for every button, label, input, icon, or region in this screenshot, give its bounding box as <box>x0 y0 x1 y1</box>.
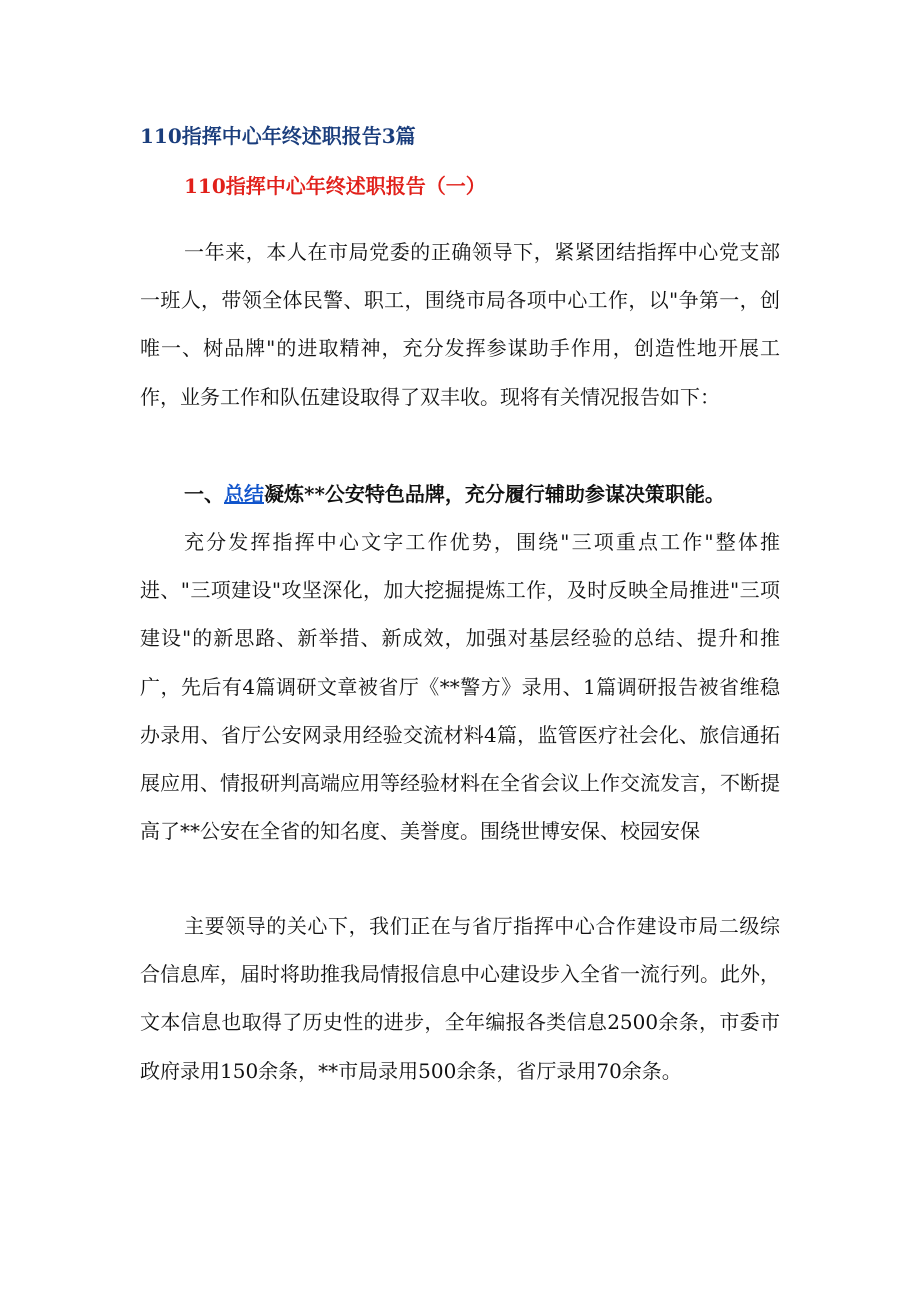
heading-rest: 凝炼**公安特色品牌，充分履行辅助参谋决策职能。 <box>264 482 725 506</box>
paragraph-body-1: 充分发挥指挥中心文字工作优势，围绕"三项重点工作"整体推进、"三项建设"攻坚深化，加大挖掘提炼工作，及时反映全局推进"三项建设"的新思路、新举措、新成效，加强对基层经验的总结、提升和推广，先后有4篇调研文章被省厅《**警方》录用、1篇调研报告被省维稳办录用、省厅公安网录用经验交流材料4篇，监管医疗社会化、旅信通拓展应用、情报研判高端应用等经验材料在全省会议上作交流发言，不断提高了**公安在全省的知名度、美誉度。围绕世博安保、校园安保 <box>140 530 780 844</box>
section-subtitle: 110指挥中心年终述职报告（一） <box>184 174 486 198</box>
summary-link[interactable]: 总结 <box>224 482 264 506</box>
document-title: 110指挥中心年终述职报告3篇 <box>140 124 416 148</box>
heading-prefix: 一、 <box>184 482 224 506</box>
paragraph-body-2: 主要领导的关心下，我们正在与省厅指挥中心合作建设市局二级综合信息库，届时将助推我局情报信息中心建设步入全省一流行列。此外，文本信息也取得了历史性的进步，全年编报各类信息2500余条，市委市政府录用150余条，**市局录用500余条，省厅录用70余条。 <box>140 914 780 1083</box>
heading-section-1 <box>184 470 725 518</box>
paragraph-intro: 一年来，本人在市局党委的正确领导下，紧紧团结指挥中心党支部一班人，带领全体民警、职工，围绕市局各项中心工作，以"争第一，创唯一、树品牌"的进取精神，充分发挥参谋助手作用，创造性地开展工作，业务工作和队伍建设取得了双丰收。现将有关情况报告如下： <box>140 240 780 409</box>
